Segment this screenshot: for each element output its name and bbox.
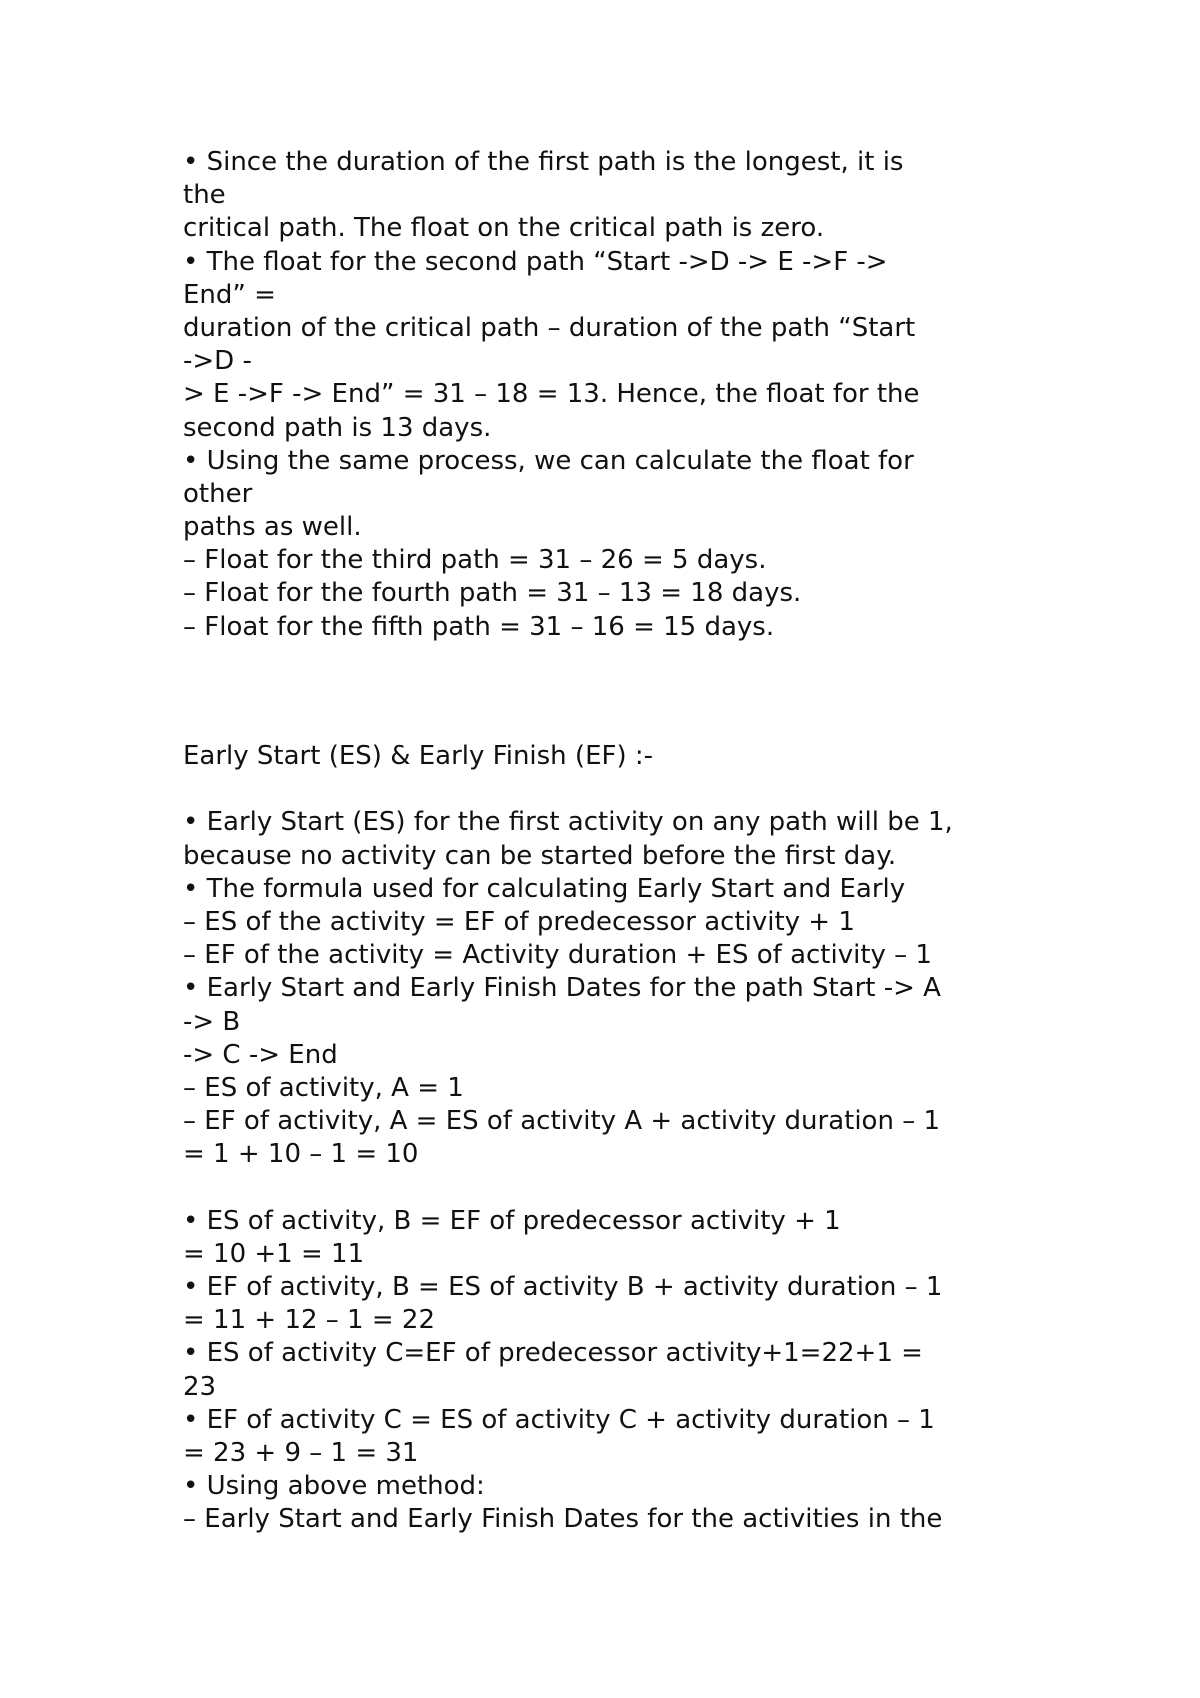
text-line: – ES of activity, A = 1 xyxy=(183,1072,464,1103)
text-line: because no activity can be started before the first day. xyxy=(183,840,897,871)
text-line: – EF of the activity = Activity duration + ES of activity – 1 xyxy=(183,940,932,971)
text-line: • Early Start (ES) for the first activity on any path will be 1, xyxy=(183,807,953,838)
blank-line xyxy=(183,773,1063,806)
text-line: = 10 +1 = 11 xyxy=(183,1238,365,1269)
text-line: -> B xyxy=(183,1006,241,1037)
text-line: the xyxy=(183,180,226,211)
text-line: – ES of the activity = EF of predecessor activity + 1 xyxy=(183,906,855,937)
text-line: • Early Start and Early Finish Dates for the path Start -> A xyxy=(183,973,941,1004)
text-line: – Early Start and Early Finish Dates for the activities in the xyxy=(183,1504,943,1535)
text-line: -> C -> End xyxy=(183,1039,338,1070)
blank-line xyxy=(183,1171,1063,1204)
text-line: • ES of activity, B = EF of predecessor activity + 1 xyxy=(183,1205,841,1236)
text-line: > E ->F -> End” = 31 – 18 = 13. Hence, the float for the xyxy=(183,379,920,410)
text-line: • The formula used for calculating Early Start and Early xyxy=(183,873,906,904)
text-line: = 11 + 12 – 1 = 22 xyxy=(183,1305,436,1336)
text-line: second path is 13 days. xyxy=(183,412,492,443)
text-line: duration of the critical path – duration of the path “Start xyxy=(183,312,916,343)
text-line: • Using above method: xyxy=(183,1471,485,1502)
section-heading: Early Start (ES) & Early Finish (EF) :- xyxy=(183,741,654,771)
text-line: • The float for the second path “Start ->D -> E ->F -> xyxy=(183,246,888,277)
text-line: • EF of activity, B = ES of activity B + activity duration – 1 xyxy=(183,1272,943,1302)
float-calculation-section xyxy=(183,146,1063,644)
text-line: – Float for the third path = 31 – 26 = 5 days. xyxy=(183,545,767,576)
text-line: • EF of activity C = ES of activity C + activity duration – 1 xyxy=(183,1404,935,1435)
text-line: – Float for the fourth path = 31 – 13 = 18 days. xyxy=(183,578,802,609)
text-line: 23 xyxy=(183,1371,217,1402)
text-line: = 23 + 9 – 1 = 31 xyxy=(183,1437,419,1468)
text-line: paths as well. xyxy=(183,512,362,543)
text-line: – Float for the fifth path = 31 – 16 = 15 days. xyxy=(183,611,775,642)
text-line: ->D - xyxy=(183,346,252,377)
text-line: • Since the duration of the first path is the longest, it is xyxy=(183,147,904,177)
early-start-finish-section xyxy=(183,740,1063,1537)
text-line: – EF of activity, A = ES of activity A + activity duration – 1 xyxy=(183,1106,941,1137)
text-line: = 1 + 10 – 1 = 10 xyxy=(183,1139,419,1170)
text-line: • Using the same process, we can calculate the float for xyxy=(183,445,914,476)
text-line: other xyxy=(183,478,253,509)
text-line: End” = xyxy=(183,279,276,310)
text-line: • ES of activity C=EF of predecessor activity+1=22+1 = xyxy=(183,1338,923,1369)
text-line: critical path. The float on the critical path is zero. xyxy=(183,213,825,244)
